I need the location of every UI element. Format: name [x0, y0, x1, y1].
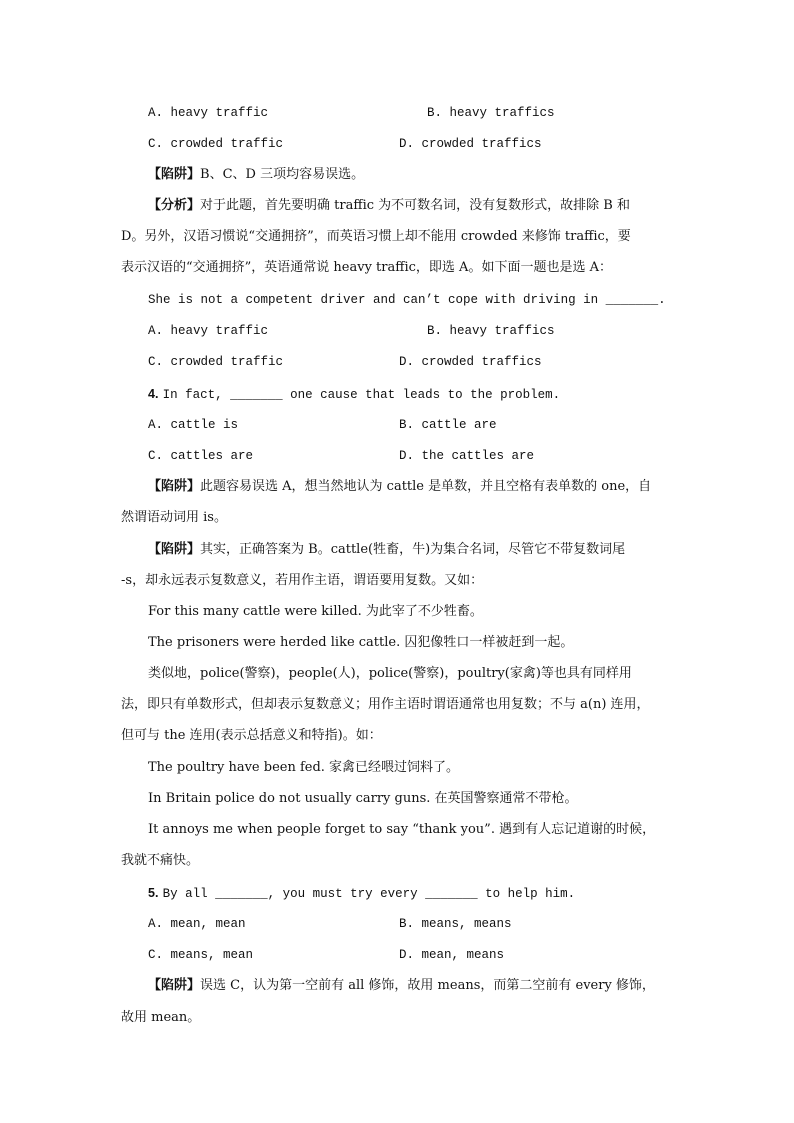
trap-paragraph — [148, 541, 625, 559]
option-c: C. means, mean — [148, 948, 254, 962]
trap-tag: 【陷阱】 — [148, 167, 201, 182]
example-sentence: In Britain police do not usually carry guns. 在英国警察通常不带枪。 — [148, 791, 578, 806]
option-d: D. crowded traffics — [399, 355, 542, 369]
question-4 — [148, 385, 560, 404]
trap-text: 误选 C，认为第一空前有 all 修饰，故用 means，而第二空前有 every 修饰， — [200, 978, 655, 993]
trap-paragraph — [148, 977, 655, 995]
analysis-paragraph-line: D。另外，汉语习惯说“交通拥挤”，而英语习惯上却不能用 crowded 来修饰 traffic，要 — [121, 229, 631, 244]
example-sentence: The prisoners were herded like cattle. 囚犯像牲口一样被赶到一起。 — [148, 635, 574, 650]
question-sentence: In fact, _______ one cause that leads to the problem. — [162, 388, 561, 402]
trap-tag: 【陷阱】 — [148, 978, 201, 993]
option-c: C. crowded traffic — [148, 137, 284, 151]
trap-paragraph-line: 故用 mean。 — [121, 1010, 201, 1025]
option-c: C. crowded traffic — [148, 355, 284, 369]
option-d: D. mean, means — [399, 948, 505, 962]
trap-paragraph — [148, 478, 651, 496]
trap-paragraph — [148, 166, 364, 184]
option-d: D. the cattles are — [399, 449, 535, 463]
explanation-line: 法，即只有单数形式，但却表示复数意义；用作主语时谓语通常也用复数；不与 a(n) 连用， — [121, 697, 650, 712]
explanation-line: 但可与 the 连用(表示总括意义和特指)。如： — [121, 728, 382, 743]
analysis-tag: 【分析】 — [148, 198, 201, 213]
option-a: A. heavy traffic — [148, 324, 269, 338]
trap-text: B、C、D 三项均容易误选。 — [200, 167, 365, 182]
trap-paragraph-line: 然谓语动词用 is。 — [121, 510, 227, 525]
option-b: B. means, means — [399, 917, 512, 931]
trap-text: 此题容易误选 A，想当然地认为 cattle 是单数，并且空格有表单数的 one，自 — [200, 479, 652, 494]
example-sentence: For this many cattle were killed. 为此宰了不少牲畜。 — [148, 604, 483, 619]
trap-paragraph-line: -s，却永远表示复数意义，若用作主语，谓语要用复数。又如： — [121, 573, 484, 588]
trap-tag: 【陷阱】 — [148, 542, 201, 557]
analysis-text: 对于此题，首先要明确 traffic 为不可数名词，没有复数形式，故排除 B 和 — [200, 198, 630, 213]
question-number: 4. — [148, 387, 159, 401]
option-a: A. cattle is — [148, 418, 239, 432]
option-b: B. heavy traffics — [427, 324, 555, 338]
question-5 — [148, 884, 575, 903]
example-sentence: The poultry have been fed. 家禽已经喂过饲料了。 — [148, 760, 460, 775]
option-b: B. cattle are — [399, 418, 497, 432]
explanation-line: 类似地，police(警察)，people(人)，police(警察)，poultry(家禽)等也具有同样用 — [148, 666, 632, 681]
option-b: B. heavy traffics — [427, 106, 555, 120]
question-sentence: By all _______, you must try every _______ to help him. — [162, 887, 576, 901]
option-a: A. heavy traffic — [148, 106, 269, 120]
option-d: D. crowded traffics — [399, 137, 542, 151]
trap-text: 其实，正确答案为 B。cattle(牲畜，牛)为集合名词，尽管它不带复数词尾 — [200, 542, 626, 557]
example-sentence: It annoys me when people forget to say “thank you”. 遇到有人忘记道谢的时候， — [148, 822, 656, 837]
option-c: C. cattles are — [148, 449, 254, 463]
analysis-paragraph-line — [148, 197, 630, 215]
question-number: 5. — [148, 886, 159, 900]
trap-tag: 【陷阱】 — [148, 479, 201, 494]
question-sentence: She is not a competent driver and can’t cope with driving in _______. — [148, 293, 666, 307]
example-sentence-cont: 我就不痛快。 — [121, 853, 200, 868]
analysis-paragraph-line: 表示汉语的“交通拥挤”，英语通常说 heavy traffic，即选 A。如下面一题也是选 A： — [121, 260, 612, 275]
option-a: A. mean, mean — [148, 917, 246, 931]
